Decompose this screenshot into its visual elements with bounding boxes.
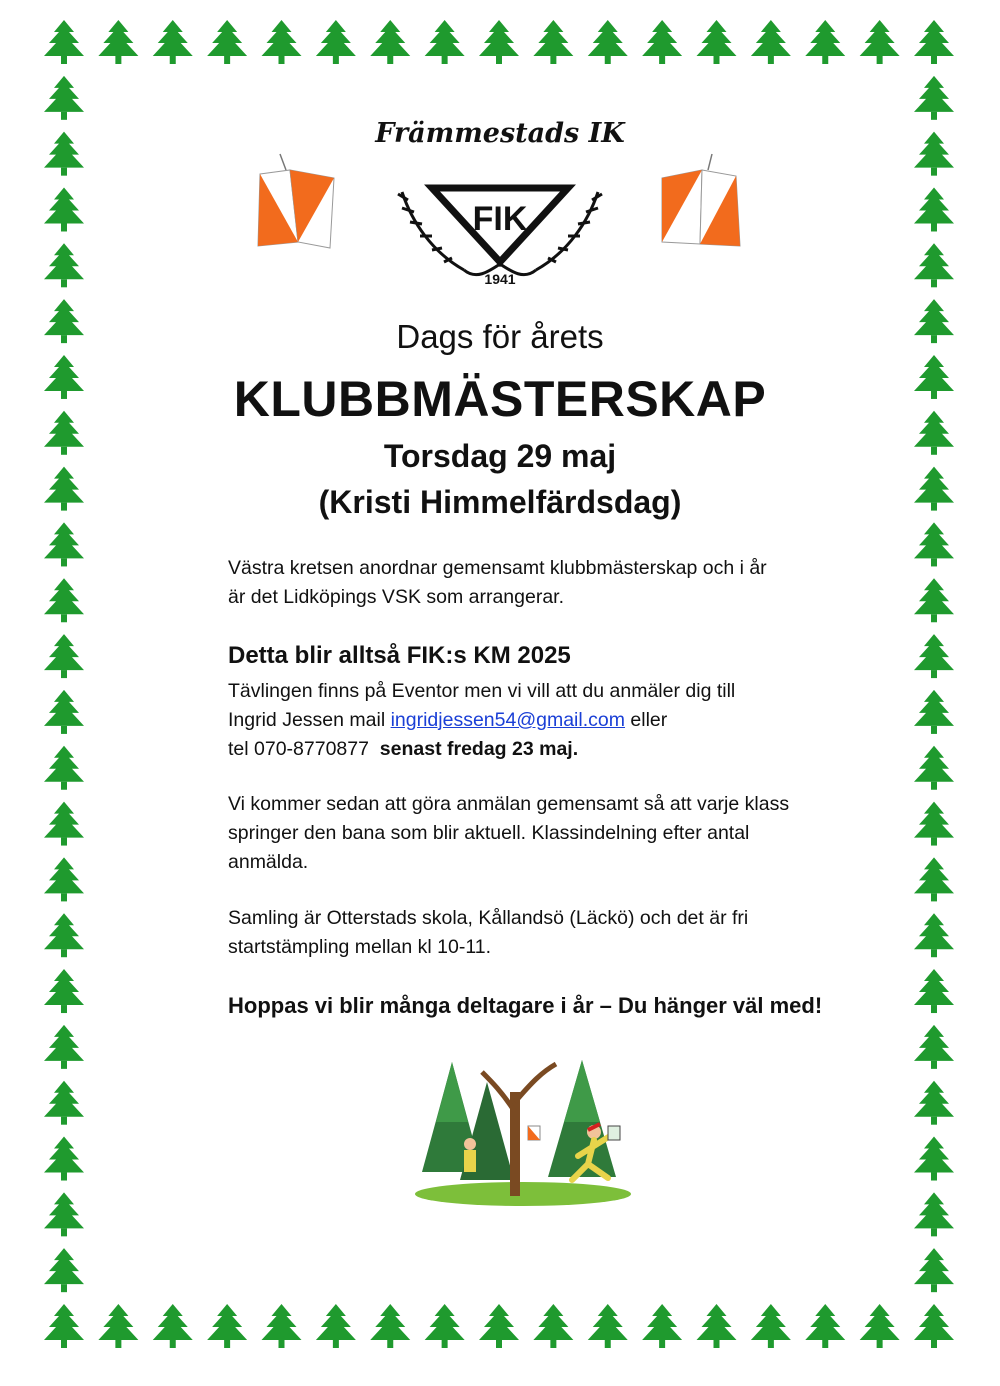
fir-tree-icon xyxy=(44,1081,84,1125)
paragraph-registration xyxy=(228,677,868,764)
logo-year: 1941 xyxy=(484,271,516,287)
text-line: är det Lidköpings VSK som arrangerar. xyxy=(228,586,565,608)
fir-tree-icon xyxy=(316,20,356,64)
fir-tree-icon xyxy=(914,132,954,176)
fir-tree-icon xyxy=(914,1025,954,1069)
fir-tree-icon xyxy=(44,1137,84,1181)
fir-tree-icon xyxy=(44,243,84,287)
fir-tree-icon xyxy=(914,1081,954,1125)
fir-tree-icon xyxy=(479,20,519,64)
text-fragment: Ingrid Jessen mail xyxy=(228,709,391,731)
fir-tree-icon xyxy=(914,522,954,566)
intro-text: Dags för årets xyxy=(396,318,604,355)
fir-tree-icon xyxy=(262,20,302,64)
fir-tree-icon xyxy=(44,132,84,176)
fir-tree-icon xyxy=(44,634,84,678)
fir-tree-icon xyxy=(44,187,84,231)
fir-tree-icon xyxy=(914,802,954,846)
fir-tree-icon xyxy=(751,1304,791,1348)
fir-tree-icon xyxy=(751,20,791,64)
fir-tree-icon xyxy=(805,20,845,64)
text-line: Vi kommer sedan att göra anmälan gemensamt så att varje klass xyxy=(228,793,790,815)
fir-tree-icon xyxy=(153,1304,193,1348)
text-line xyxy=(228,706,868,735)
fir-tree-icon xyxy=(153,20,193,64)
fir-tree-icon xyxy=(914,187,954,231)
paragraph-classes xyxy=(228,790,868,877)
fir-tree-icon xyxy=(44,913,84,957)
text-line: Västra kretsen anordnar gemensamt klubbmästerskap och i år xyxy=(228,557,767,579)
fir-tree-icon xyxy=(914,1192,954,1236)
fir-tree-icon xyxy=(262,1304,302,1348)
club-logo xyxy=(372,112,628,292)
event-date: Torsdag 29 maj xyxy=(383,438,617,474)
fir-tree-icon xyxy=(425,20,465,64)
fir-tree-icon xyxy=(207,20,247,64)
text-line: springer den bana som blir aktuell. Klassindelning efter antal xyxy=(228,822,750,844)
text-line: Tävlingen finns på Eventor men vi vill att du anmäler dig till xyxy=(228,680,736,702)
fir-tree-icon xyxy=(370,20,410,64)
text-fragment: eller xyxy=(624,709,668,731)
fir-tree-icon xyxy=(914,913,954,957)
km-heading: Detta blir alltså FIK:s KM 2025 xyxy=(228,642,571,669)
fir-tree-icon xyxy=(642,1304,682,1348)
holiday-name: (Kristi Himmelfärdsdag) xyxy=(318,484,682,520)
fir-tree-icon xyxy=(914,578,954,622)
fir-tree-icon xyxy=(860,20,900,64)
fir-tree-icon xyxy=(98,1304,138,1348)
fir-tree-icon xyxy=(914,243,954,287)
fir-tree-icon xyxy=(44,746,84,790)
fir-tree-icon xyxy=(914,634,954,678)
fir-tree-icon xyxy=(44,802,84,846)
logo-monogram: FIK xyxy=(472,200,528,238)
fir-tree-icon xyxy=(207,1304,247,1348)
fir-tree-icon xyxy=(44,1304,84,1348)
fir-tree-icon xyxy=(805,1304,845,1348)
text-line xyxy=(228,735,868,764)
fir-tree-icon xyxy=(425,1304,465,1348)
fir-tree-icon xyxy=(98,20,138,64)
fir-tree-icon xyxy=(588,1304,628,1348)
fir-tree-icon xyxy=(914,1248,954,1292)
fir-tree-icon xyxy=(914,690,954,734)
page-title: KLUBBMÄSTERSKAP xyxy=(233,371,767,427)
fir-tree-icon xyxy=(914,969,954,1013)
fir-tree-icon xyxy=(44,1192,84,1236)
fir-tree-icon xyxy=(914,857,954,901)
fir-tree-icon xyxy=(44,20,84,64)
closing-text: Hoppas vi blir många deltagare i år – Du hänger väl med! xyxy=(228,993,823,1018)
text-line: Samling är Otterstads skola, Kållandsö (Läckö) och det är fri xyxy=(228,907,749,929)
fir-tree-icon xyxy=(588,20,628,64)
fir-tree-icon xyxy=(914,1137,954,1181)
orienteering-scene-illustration xyxy=(412,1052,634,1208)
fir-tree-icon xyxy=(914,1304,954,1348)
fir-tree-icon xyxy=(533,1304,573,1348)
paragraph-gathering xyxy=(228,904,868,962)
fir-tree-icon xyxy=(697,20,737,64)
fir-tree-icon xyxy=(44,76,84,120)
paragraph-organizer xyxy=(228,554,868,612)
deadline-text: senast fredag 23 maj. xyxy=(379,738,579,760)
control-flag-icon-left xyxy=(250,152,340,264)
phone-text: tel 070-8770877 xyxy=(228,738,380,760)
fir-tree-icon xyxy=(44,578,84,622)
fir-tree-icon xyxy=(44,969,84,1013)
fir-tree-icon xyxy=(533,20,573,64)
fir-tree-icon xyxy=(914,20,954,64)
fir-tree-icon xyxy=(316,1304,356,1348)
fir-tree-icon xyxy=(44,522,84,566)
fir-tree-icon xyxy=(44,1248,84,1292)
fir-tree-icon xyxy=(860,1304,900,1348)
fir-tree-icon xyxy=(642,20,682,64)
logo-club-name: Främmestads IK xyxy=(375,118,625,149)
fir-tree-icon xyxy=(44,1025,84,1069)
text-line: startstämpling mellan kl 10-11. xyxy=(228,936,492,958)
fir-tree-icon xyxy=(914,76,954,120)
fir-tree-icon xyxy=(697,1304,737,1348)
text-line: anmälda. xyxy=(228,851,309,873)
fir-tree-icon xyxy=(370,1304,410,1348)
control-flag-icon-right xyxy=(656,152,746,264)
fir-tree-icon xyxy=(44,857,84,901)
fir-tree-icon xyxy=(479,1304,519,1348)
fir-tree-icon xyxy=(914,746,954,790)
email-link[interactable]: ingridjessen54@gmail.com xyxy=(390,709,625,731)
fir-tree-icon xyxy=(44,690,84,734)
